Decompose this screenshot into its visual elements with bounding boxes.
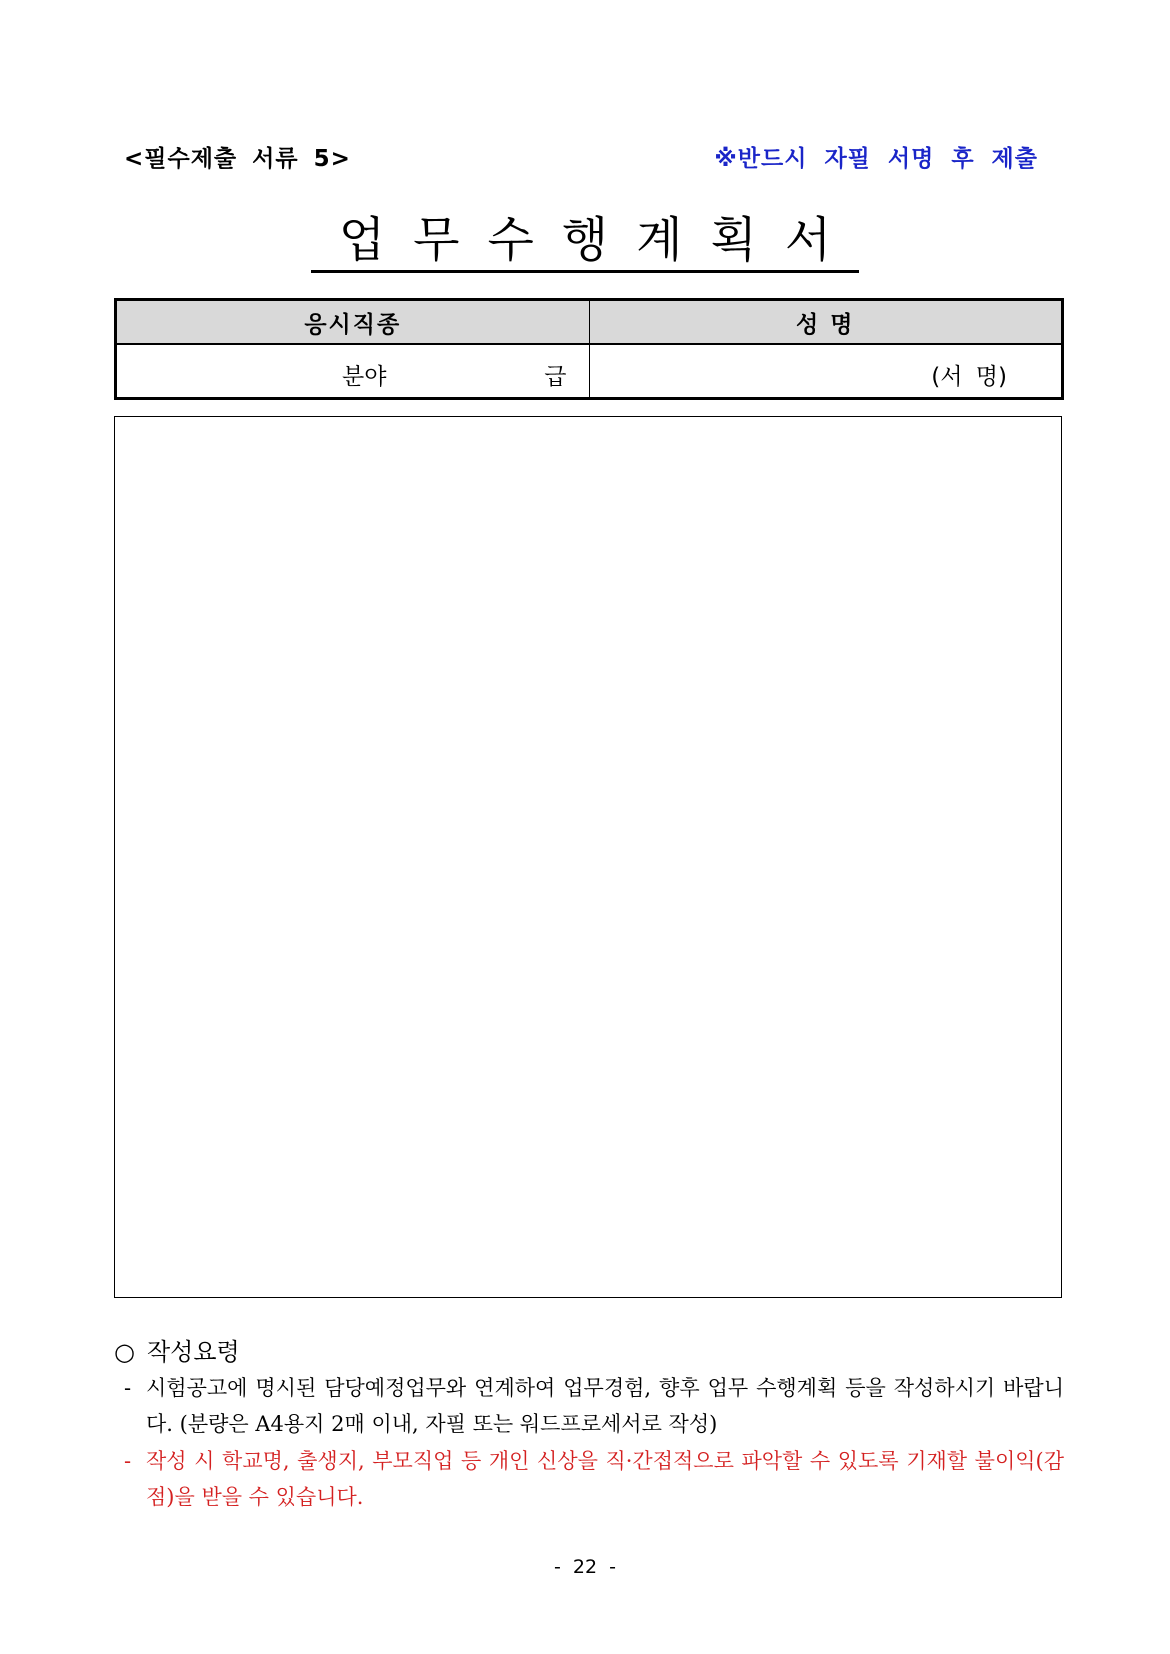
signature-label: (서 명) (931, 364, 1007, 390)
plan-writing-area[interactable] (114, 416, 1062, 1298)
grade-label: 급 (544, 364, 567, 390)
document-label: <필수제출 서류 5> (124, 146, 351, 172)
title-container (0, 212, 1170, 273)
dash-bullet: - (124, 1376, 132, 1400)
table-header-row (116, 300, 1063, 345)
job-type-cell[interactable] (116, 344, 590, 399)
name-cell[interactable] (589, 344, 1063, 399)
header-name: 성 명 (589, 300, 1063, 345)
guide-warning-text: 작성 시 학교명, 출생지, 부모직업 등 개인 신상을 직·간접적으로 파악할 수 있도록 기재할 불이익(감점)을 받을 수 있습니다. (146, 1449, 1064, 1509)
table-input-row (116, 344, 1063, 399)
dash-bullet: - (124, 1449, 132, 1473)
page-number: - 22 - (554, 1556, 616, 1578)
guide-heading (114, 1332, 240, 1367)
guide-note (124, 1370, 1064, 1442)
page-title: 업무수행계획서 (311, 212, 860, 273)
guide-warning (124, 1443, 1064, 1515)
guide-title: 작성요령 (146, 1338, 240, 1366)
signature-notice: ※반드시 자필 서명 후 제출 (714, 146, 1038, 172)
field-label: 분야 (342, 364, 387, 390)
circle-bullet-icon: ○ (114, 1338, 135, 1366)
applicant-info-table (114, 298, 1064, 400)
header-job-type: 응시직종 (116, 300, 590, 345)
guide-note-text: 시험공고에 명시된 담당예정업무와 연계하여 업무경험, 향후 업무 수행계획 등을 작성하시기 바랍니다. (분량은 A4용지 2매 이내, 자필 또는 워드프로세서로 작성) (146, 1376, 1064, 1436)
